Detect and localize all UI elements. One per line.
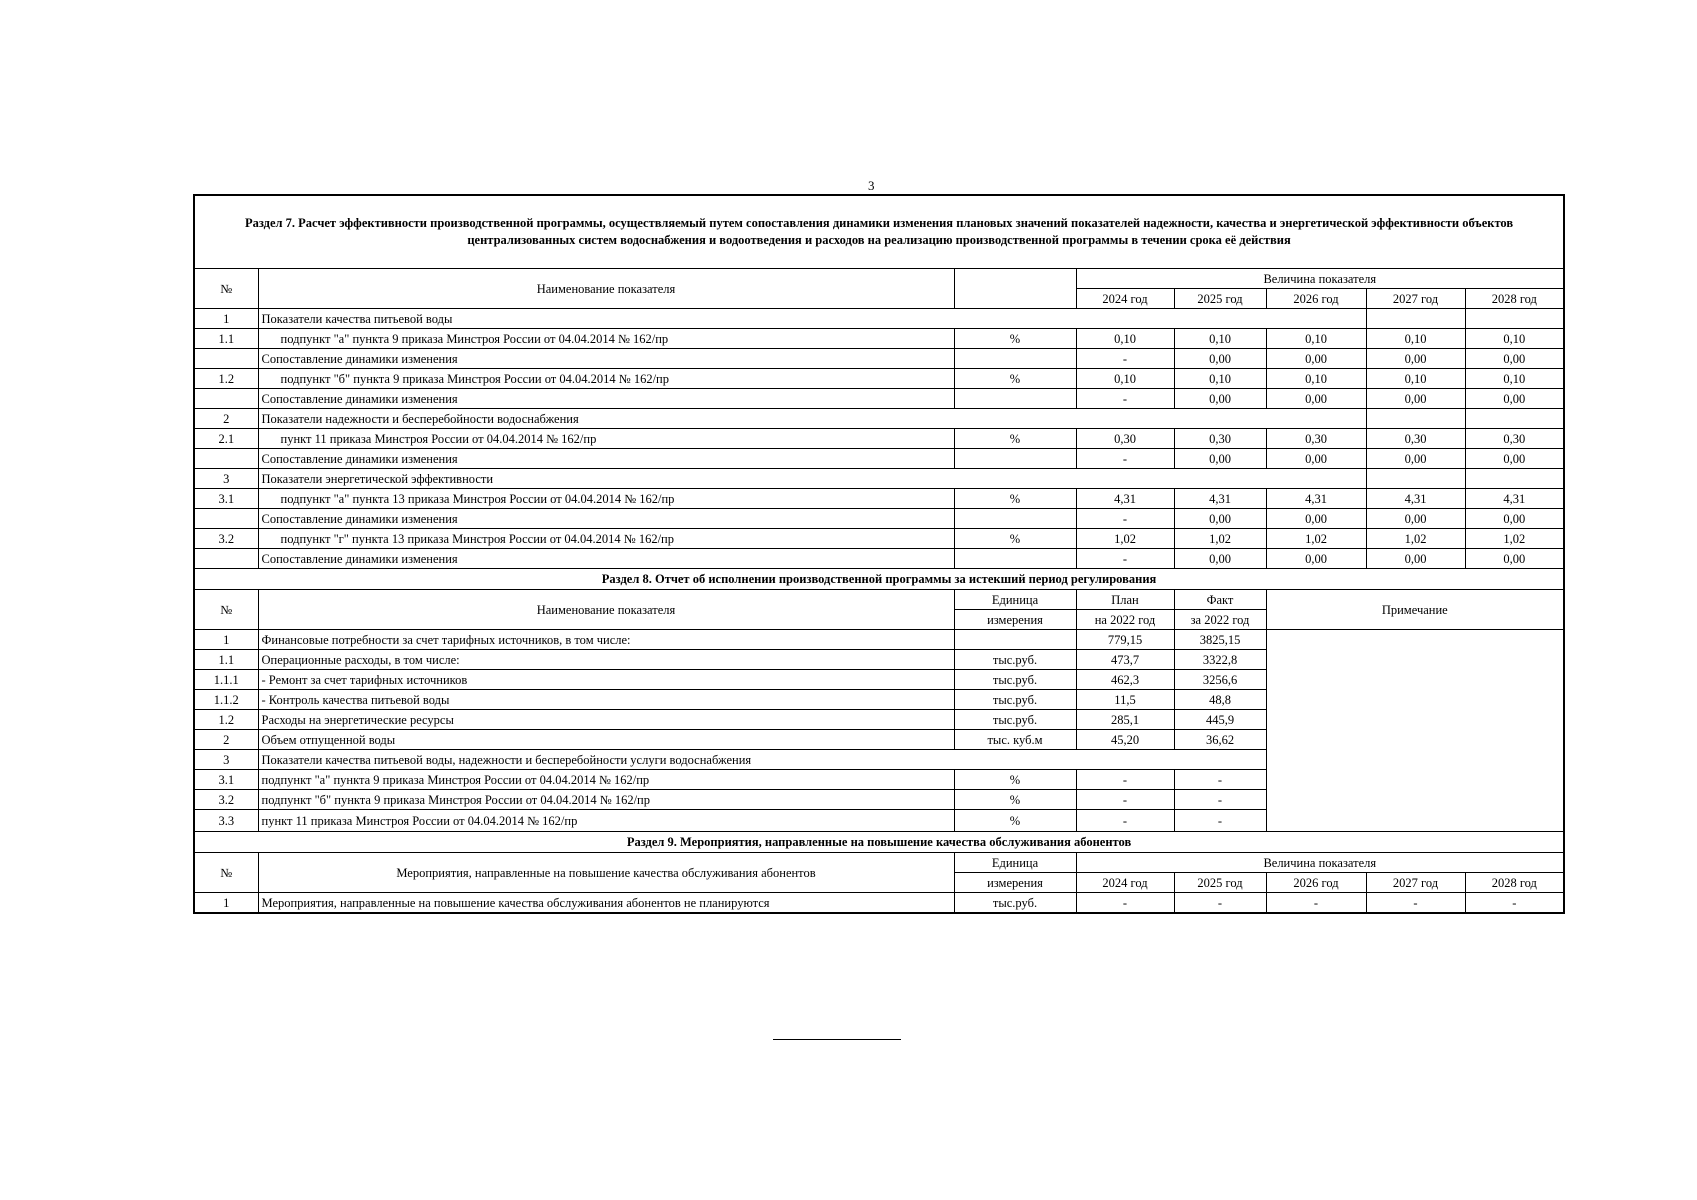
section9-title-row bbox=[194, 832, 1564, 853]
row-number: 2.1 bbox=[194, 429, 258, 449]
row-number: 2 bbox=[194, 409, 258, 429]
value-cell bbox=[1366, 309, 1465, 329]
unit-cell: % bbox=[954, 329, 1076, 349]
value-cell: 0,00 bbox=[1266, 349, 1366, 369]
end-rule bbox=[773, 1039, 901, 1040]
section7-title-row bbox=[194, 195, 1564, 269]
section9-col-name: Мероприятия, направленные на повышение качества обслуживания абонентов bbox=[258, 853, 954, 893]
row-name: пункт 11 приказа Минстроя России от 04.04.2014 № 162/пр bbox=[258, 429, 954, 449]
value-cell: 4,31 bbox=[1366, 489, 1465, 509]
year-header: 2026 год bbox=[1266, 873, 1366, 893]
unit-cell: % bbox=[954, 429, 1076, 449]
row-name: Сопоставление динамики изменения bbox=[258, 549, 954, 569]
row-number: 1.2 bbox=[194, 710, 258, 730]
section8-col-note: Примечание bbox=[1266, 590, 1564, 630]
row-name: пункт 11 приказа Минстроя России от 04.04.2014 № 162/пр bbox=[258, 810, 954, 832]
section8-title: Раздел 8. Отчет об исполнении производственной программы за истекший период регулирования bbox=[194, 569, 1564, 590]
value-cell: 1,02 bbox=[1465, 529, 1564, 549]
table-row bbox=[194, 449, 1564, 469]
value-cell: 0,00 bbox=[1174, 389, 1266, 409]
row-number: 1.1.2 bbox=[194, 690, 258, 710]
row-number: 3.1 bbox=[194, 489, 258, 509]
plan-cell: 462,3 bbox=[1076, 670, 1174, 690]
table-row bbox=[194, 893, 1564, 914]
row-number: 3.1 bbox=[194, 770, 258, 790]
value-cell: 0,00 bbox=[1366, 549, 1465, 569]
row-name: Сопоставление динамики изменения bbox=[258, 449, 954, 469]
table-row bbox=[194, 469, 1564, 489]
section8-header-row-1 bbox=[194, 590, 1564, 610]
row-number: 3.2 bbox=[194, 790, 258, 810]
value-cell: - bbox=[1174, 893, 1266, 914]
row-number bbox=[194, 349, 258, 369]
value-cell: 0,30 bbox=[1076, 429, 1174, 449]
section9-col-unit-1: Единица bbox=[954, 853, 1076, 873]
row-name: Показатели качества питьевой воды bbox=[258, 309, 1366, 329]
row-name: Мероприятия, направленные на повышение качества обслуживания абонентов не планируются bbox=[258, 893, 954, 914]
section7-col-unit bbox=[954, 269, 1076, 309]
unit-cell: тыс.руб. bbox=[954, 893, 1076, 914]
table-row bbox=[194, 509, 1564, 529]
plan-cell: - bbox=[1076, 770, 1174, 790]
value-cell: 1,02 bbox=[1174, 529, 1266, 549]
section8-col-fact-1: Факт bbox=[1174, 590, 1266, 610]
value-cell: 0,10 bbox=[1366, 329, 1465, 349]
fact-cell: - bbox=[1174, 770, 1266, 790]
row-name: подпункт "г" пункта 13 приказа Минстроя России от 04.04.2014 № 162/пр bbox=[258, 529, 954, 549]
row-number: 1.1 bbox=[194, 650, 258, 670]
value-cell: 0,10 bbox=[1465, 329, 1564, 349]
unit-cell: % bbox=[954, 489, 1076, 509]
value-cell: 0,00 bbox=[1366, 389, 1465, 409]
section9-col-unit-2: измерения bbox=[954, 873, 1076, 893]
value-cell: 0,00 bbox=[1465, 549, 1564, 569]
year-header: 2028 год bbox=[1465, 873, 1564, 893]
row-name: Расходы на энергетические ресурсы bbox=[258, 710, 954, 730]
fact-cell: 48,8 bbox=[1174, 690, 1266, 710]
value-cell: - bbox=[1076, 449, 1174, 469]
row-name: Показатели качества питьевой воды, надежности и бесперебойности услуги водоснабжения bbox=[258, 750, 1266, 770]
row-name: Показатели надежности и бесперебойности водоснабжения bbox=[258, 409, 1366, 429]
value-cell: 0,00 bbox=[1366, 509, 1465, 529]
section7-col-value: Величина показателя bbox=[1076, 269, 1564, 289]
row-number bbox=[194, 389, 258, 409]
value-cell: - bbox=[1076, 389, 1174, 409]
table-body bbox=[194, 195, 1564, 913]
unit-cell: % bbox=[954, 770, 1076, 790]
document-body bbox=[193, 194, 1563, 914]
table-row bbox=[194, 349, 1564, 369]
value-cell: 0,30 bbox=[1366, 429, 1465, 449]
value-cell: 0,30 bbox=[1174, 429, 1266, 449]
fact-cell: 445,9 bbox=[1174, 710, 1266, 730]
row-number bbox=[194, 549, 258, 569]
section9-title: Раздел 9. Мероприятия, направленные на повышение качества обслуживания абонентов bbox=[194, 832, 1564, 853]
plan-cell: 779,15 bbox=[1076, 630, 1174, 650]
fact-cell: 3322,8 bbox=[1174, 650, 1266, 670]
section7-header-row-1 bbox=[194, 269, 1564, 289]
value-cell: 0,00 bbox=[1465, 449, 1564, 469]
value-cell: 0,10 bbox=[1174, 369, 1266, 389]
note-cell bbox=[1266, 630, 1564, 832]
row-number: 2 bbox=[194, 730, 258, 750]
table-row bbox=[194, 309, 1564, 329]
year-header: 2025 год bbox=[1174, 873, 1266, 893]
section8-col-unit-2: измерения bbox=[954, 610, 1076, 630]
section8-col-plan-2: на 2022 год bbox=[1076, 610, 1174, 630]
row-number bbox=[194, 509, 258, 529]
value-cell: 0,10 bbox=[1174, 329, 1266, 349]
table-row bbox=[194, 389, 1564, 409]
row-number: 1 bbox=[194, 893, 258, 914]
value-cell: - bbox=[1076, 549, 1174, 569]
row-name: подпункт "а" пункта 9 приказа Минстроя России от 04.04.2014 № 162/пр bbox=[258, 329, 954, 349]
year-header: 2024 год bbox=[1076, 289, 1174, 309]
unit-cell bbox=[954, 349, 1076, 369]
section8-col-no: № bbox=[194, 590, 258, 630]
value-cell bbox=[1366, 469, 1465, 489]
row-name: Сопоставление динамики изменения bbox=[258, 349, 954, 369]
unit-cell bbox=[954, 549, 1076, 569]
unit-cell: тыс.руб. bbox=[954, 650, 1076, 670]
unit-cell bbox=[954, 449, 1076, 469]
unit-cell bbox=[954, 389, 1076, 409]
value-cell: 0,00 bbox=[1266, 509, 1366, 529]
section8-title-row bbox=[194, 569, 1564, 590]
plan-cell: 45,20 bbox=[1076, 730, 1174, 750]
row-number: 3.2 bbox=[194, 529, 258, 549]
value-cell: 0,10 bbox=[1266, 369, 1366, 389]
value-cell: 0,10 bbox=[1366, 369, 1465, 389]
row-number: 3.3 bbox=[194, 810, 258, 832]
value-cell: 0,00 bbox=[1174, 449, 1266, 469]
section9-col-value: Величина показателя bbox=[1076, 853, 1564, 873]
unit-cell: % bbox=[954, 529, 1076, 549]
year-header: 2025 год bbox=[1174, 289, 1266, 309]
page-number: 3 bbox=[868, 178, 875, 193]
value-cell: 0,00 bbox=[1174, 509, 1266, 529]
fact-cell: 36,62 bbox=[1174, 730, 1266, 750]
table-row bbox=[194, 329, 1564, 349]
row-name: Сопоставление динамики изменения bbox=[258, 389, 954, 409]
year-header: 2027 год bbox=[1366, 289, 1465, 309]
value-cell: 0,30 bbox=[1465, 429, 1564, 449]
plan-cell: 285,1 bbox=[1076, 710, 1174, 730]
row-number: 3 bbox=[194, 750, 258, 770]
table-row bbox=[194, 549, 1564, 569]
value-cell: - bbox=[1076, 509, 1174, 529]
unit-cell: тыс.руб. bbox=[954, 670, 1076, 690]
row-name: подпункт "б" пункта 9 приказа Минстроя России от 04.04.2014 № 162/пр bbox=[258, 369, 954, 389]
plan-cell: - bbox=[1076, 810, 1174, 832]
value-cell: 0,00 bbox=[1266, 549, 1366, 569]
row-number bbox=[194, 449, 258, 469]
section7-col-no: № bbox=[194, 269, 258, 309]
value-cell: 0,00 bbox=[1465, 509, 1564, 529]
section8-col-unit-1: Единица bbox=[954, 590, 1076, 610]
value-cell: 0,00 bbox=[1266, 389, 1366, 409]
unit-cell: % bbox=[954, 810, 1076, 832]
fact-cell: 3825,15 bbox=[1174, 630, 1266, 650]
value-cell: 0,00 bbox=[1465, 389, 1564, 409]
value-cell: 0,00 bbox=[1366, 449, 1465, 469]
unit-cell bbox=[954, 509, 1076, 529]
row-name: Операционные расходы, в том числе: bbox=[258, 650, 954, 670]
report-table bbox=[193, 194, 1565, 914]
table-row bbox=[194, 529, 1564, 549]
plan-cell: 11,5 bbox=[1076, 690, 1174, 710]
table-row bbox=[194, 429, 1564, 449]
row-number: 1.2 bbox=[194, 369, 258, 389]
section7-title: Раздел 7. Расчет эффективности производственной программы, осуществляемый путем сопоставления динамики изменения плановых значений показателей надежности, качества и энергетической эффективности объектов централизованных систем водоснабжения и водоотведения и расходов на реализацию производственной программы в течении срока её действия bbox=[194, 195, 1564, 269]
year-header: 2024 год bbox=[1076, 873, 1174, 893]
value-cell: 0,30 bbox=[1266, 429, 1366, 449]
value-cell: 0,10 bbox=[1465, 369, 1564, 389]
value-cell: - bbox=[1465, 893, 1564, 914]
row-name: подпункт "а" пункта 9 приказа Минстроя России от 04.04.2014 № 162/пр bbox=[258, 770, 954, 790]
value-cell bbox=[1465, 309, 1564, 329]
value-cell: 0,00 bbox=[1174, 349, 1266, 369]
fact-cell: - bbox=[1174, 790, 1266, 810]
table-row bbox=[194, 489, 1564, 509]
row-number: 1.1.1 bbox=[194, 670, 258, 690]
value-cell bbox=[1465, 469, 1564, 489]
section9-header-row-1 bbox=[194, 853, 1564, 873]
value-cell: 1,02 bbox=[1076, 529, 1174, 549]
value-cell: 1,02 bbox=[1366, 529, 1465, 549]
row-number: 3 bbox=[194, 469, 258, 489]
row-number: 1.1 bbox=[194, 329, 258, 349]
value-cell: - bbox=[1266, 893, 1366, 914]
fact-cell: - bbox=[1174, 810, 1266, 832]
section8-col-name: Наименование показателя bbox=[258, 590, 954, 630]
year-header: 2027 год bbox=[1366, 873, 1465, 893]
row-name: Сопоставление динамики изменения bbox=[258, 509, 954, 529]
value-cell: 0,00 bbox=[1366, 349, 1465, 369]
value-cell bbox=[1465, 409, 1564, 429]
year-header: 2026 год bbox=[1266, 289, 1366, 309]
section9-col-no: № bbox=[194, 853, 258, 893]
table-row bbox=[194, 369, 1564, 389]
value-cell: 0,10 bbox=[1076, 369, 1174, 389]
value-cell: 4,31 bbox=[1174, 489, 1266, 509]
value-cell: 4,31 bbox=[1076, 489, 1174, 509]
plan-cell: 473,7 bbox=[1076, 650, 1174, 670]
value-cell: 0,00 bbox=[1465, 349, 1564, 369]
row-name: - Контроль качества питьевой воды bbox=[258, 690, 954, 710]
unit-cell: % bbox=[954, 369, 1076, 389]
row-name: - Ремонт за счет тарифных источников bbox=[258, 670, 954, 690]
value-cell: - bbox=[1076, 349, 1174, 369]
unit-cell: тыс.руб. bbox=[954, 690, 1076, 710]
row-name: подпункт "а" пункта 13 приказа Минстроя России от 04.04.2014 № 162/пр bbox=[258, 489, 954, 509]
value-cell: - bbox=[1366, 893, 1465, 914]
value-cell: 0,00 bbox=[1174, 549, 1266, 569]
value-cell: 4,31 bbox=[1266, 489, 1366, 509]
value-cell: 4,31 bbox=[1465, 489, 1564, 509]
value-cell: 0,10 bbox=[1266, 329, 1366, 349]
unit-cell: тыс.руб. bbox=[954, 710, 1076, 730]
value-cell: 1,02 bbox=[1266, 529, 1366, 549]
fact-cell: 3256,6 bbox=[1174, 670, 1266, 690]
value-cell: 0,10 bbox=[1076, 329, 1174, 349]
unit-cell bbox=[954, 630, 1076, 650]
unit-cell: тыс. куб.м bbox=[954, 730, 1076, 750]
value-cell: 0,00 bbox=[1266, 449, 1366, 469]
section8-col-plan-1: План bbox=[1076, 590, 1174, 610]
unit-cell: % bbox=[954, 790, 1076, 810]
row-name: Финансовые потребности за счет тарифных источников, в том числе: bbox=[258, 630, 954, 650]
row-name: Объем отпущенной воды bbox=[258, 730, 954, 750]
section7-col-name: Наименование показателя bbox=[258, 269, 954, 309]
row-number: 1 bbox=[194, 309, 258, 329]
table-row bbox=[194, 630, 1564, 650]
row-name: подпункт "б" пункта 9 приказа Минстроя России от 04.04.2014 № 162/пр bbox=[258, 790, 954, 810]
row-number: 1 bbox=[194, 630, 258, 650]
value-cell bbox=[1366, 409, 1465, 429]
row-name: Показатели энергетической эффективности bbox=[258, 469, 1366, 489]
value-cell: - bbox=[1076, 893, 1174, 914]
section8-col-fact-2: за 2022 год bbox=[1174, 610, 1266, 630]
plan-cell: - bbox=[1076, 790, 1174, 810]
year-header: 2028 год bbox=[1465, 289, 1564, 309]
table-row bbox=[194, 409, 1564, 429]
